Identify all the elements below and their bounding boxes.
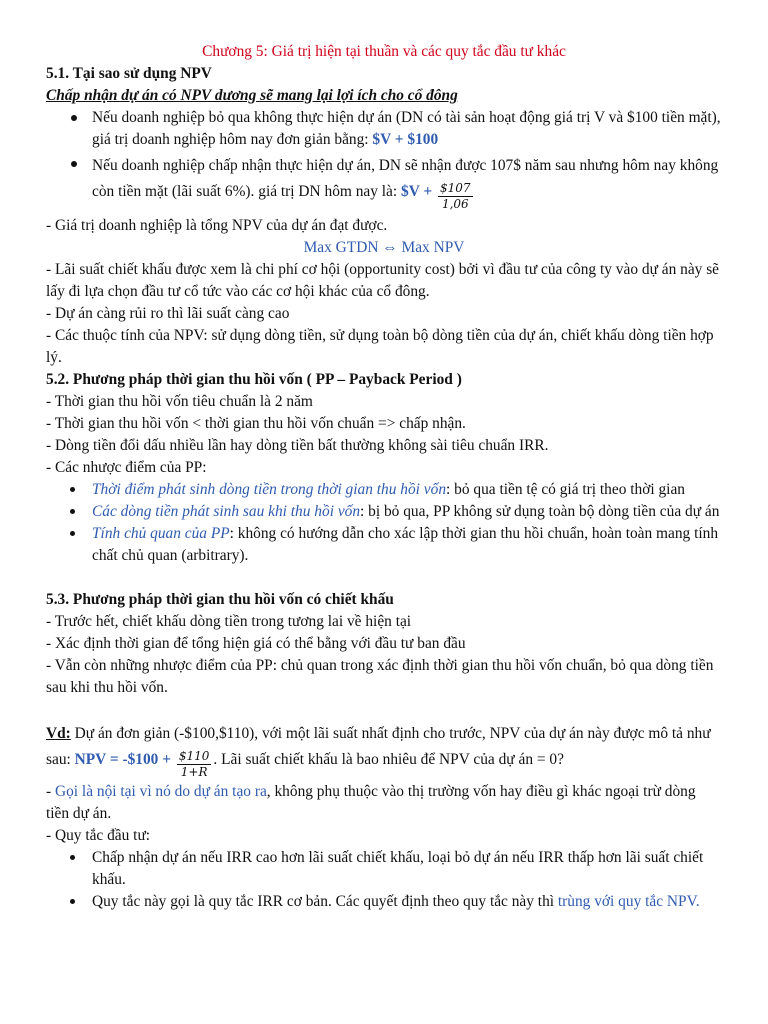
paragraph: - Lãi suất chiết khấu được xem là chi phí cơ hội (opportunity cost) bởi vì đầu tư của công ty vào dự án này sẽ lấy đi lựa chọn đầu tư cổ tức vào các cơ hội khác của cổ đông. [46, 261, 720, 300]
max-npv-line: Max GTDN ⇔ Max NPV [303, 239, 465, 256]
formula-v-plus-100: $V + $100 [372, 131, 439, 148]
paragraph: - Xác định thời gian để tổng hiện giá có thể bằng với đầu tư ban đầu [46, 635, 466, 652]
spacer [46, 567, 722, 589]
chapter-title: Chương 5: Giá trị hiện tại thuần và các quy tắc đầu tư khác [202, 43, 566, 60]
paragraph: - Trước hết, chiết khấu dòng tiền trong tương lai về hiện tại [46, 613, 412, 630]
npv-formula: NPV = -$100 + [74, 751, 171, 768]
subheading-accept-npv: Chấp nhận dự án có NPV dương sẽ mang lại lợi ích cho cổ đông [46, 87, 458, 104]
list-item [46, 523, 722, 567]
npv-bullet-list [46, 107, 722, 211]
paragraph: - Giá trị doanh nghiệp là tổng NPV của dự án đạt được. [46, 217, 388, 234]
list-item [46, 891, 722, 913]
rule-highlight: trùng với quy tắc NPV. [557, 893, 700, 910]
example-label: Vd: [46, 725, 71, 742]
example-paragraph [46, 721, 722, 779]
paragraph: - Các nhược điểm của PP: [46, 459, 207, 476]
bullet-text: Nếu doanh nghiệp bỏ qua không thực hiện dự án (DN có tài sản hoạt động giá trị V và $100 tiền mặt), giá trị doanh nghiệp hôm nay đơn giản bằng: [92, 109, 721, 148]
pp-drawbacks-list [46, 479, 722, 567]
list-item: Chấp nhận dự án nếu IRR cao hơn lãi suất chiết khấu, loại bỏ dự án nếu IRR thấp hơn lãi suất chiết khấu. [46, 847, 722, 891]
paragraph: - Vẫn còn những nhược điểm của PP: chủ quan trong xác định thời gian thu hồi vốn chuẩn, bỏ qua dòng tiền sau khi thu hồi vốn. [46, 657, 714, 696]
section-heading-5-1: 5.1. Tại sao sử dụng NPV [46, 65, 212, 82]
section-heading-5-2: 5.2. Phương pháp thời gian thu hồi vốn ( PP – Payback Period ) [46, 371, 462, 388]
formula-v-plus: $V + [401, 183, 433, 200]
paragraph: - Quy tắc đầu tư: [46, 827, 151, 844]
paragraph: - Dự án càng rủi ro thì lãi suất càng cao [46, 305, 290, 322]
fraction-denominator: 1,06 [441, 197, 469, 211]
example-question: . Lãi suất chiết khấu là bao nhiêu để NPV của dự án = 0? [213, 751, 564, 768]
fraction-numerator: $110 [178, 749, 210, 763]
fraction-numerator: $107 [440, 181, 471, 195]
irr-rule-list [46, 847, 722, 913]
fraction-110-over-1-plus-r [177, 750, 212, 779]
list-item [46, 107, 722, 151]
paragraph: - Dòng tiền đổi dấu nhiều lần hay dòng tiền bất thường không sài tiêu chuẩn IRR. [46, 437, 549, 454]
drawback-title: Các dòng tiền phát sinh sau khi thu hồi vốn [92, 503, 361, 520]
rule-text: Quy tắc này gọi là quy tắc IRR cơ bản. Các quyết định theo quy tắc này thì [92, 893, 558, 910]
spacer [46, 699, 722, 721]
drawback-text: : không có hướng dẫn cho xác lập thời gian thu hồi chuẩn, hoàn toàn mang tính chất chủ quan (arbitrary). [92, 525, 719, 564]
list-item [46, 501, 722, 523]
irr-paragraph [46, 781, 722, 825]
fraction-107-over-106 [438, 182, 473, 211]
paragraph: - Thời gian thu hồi vốn tiêu chuẩn là 2 năm [46, 393, 313, 410]
fraction-denominator: 1+R [180, 765, 208, 779]
section-heading-5-3: 5.3. Phương pháp thời gian thu hồi vốn có chiết khấu [46, 591, 394, 608]
example-text: Dự án đơn giản (-$100,$110), với một lãi suất nhất định cho trước, NPV của dự án này được mô tả như sau: [46, 725, 711, 768]
drawback-title: Thời điểm phát sinh dòng tiền trong thời gian thu hồi vốn [92, 481, 447, 498]
dash: - [46, 783, 55, 800]
paragraph: - Thời gian thu hồi vốn < thời gian thu hồi vốn chuẩn => chấp nhận. [46, 415, 466, 432]
drawback-text: : bị bỏ qua, PP không sử dụng toàn bộ dòng tiền của dự án [360, 503, 720, 520]
drawback-title: Tính chủ quan của PP [92, 525, 230, 542]
irr-text: , không phụ thuộc vào thị trường vốn hay điều gì khác ngoại trừ dòng tiền dự án. [46, 783, 696, 822]
list-item [46, 479, 722, 501]
irr-highlight: Gọi là nội tại vì nó do dự án tạo ra [54, 783, 267, 800]
bullet-text: Nếu doanh nghiệp chấp nhận thực hiện dự án, DN sẽ nhận được 107$ năm sau nhưng hôm nay không còn tiền mặt (lãi suất 6%). giá trị DN hôm nay là: [92, 157, 719, 200]
drawback-text: : bỏ qua tiền tệ có giá trị theo thời gian [446, 481, 685, 498]
paragraph: - Các thuộc tính của NPV: sử dụng dòng tiền, sử dụng toàn bộ dòng tiền của dự án, chiết khấu dòng tiền hợp lý. [46, 327, 714, 366]
list-item [46, 153, 722, 211]
